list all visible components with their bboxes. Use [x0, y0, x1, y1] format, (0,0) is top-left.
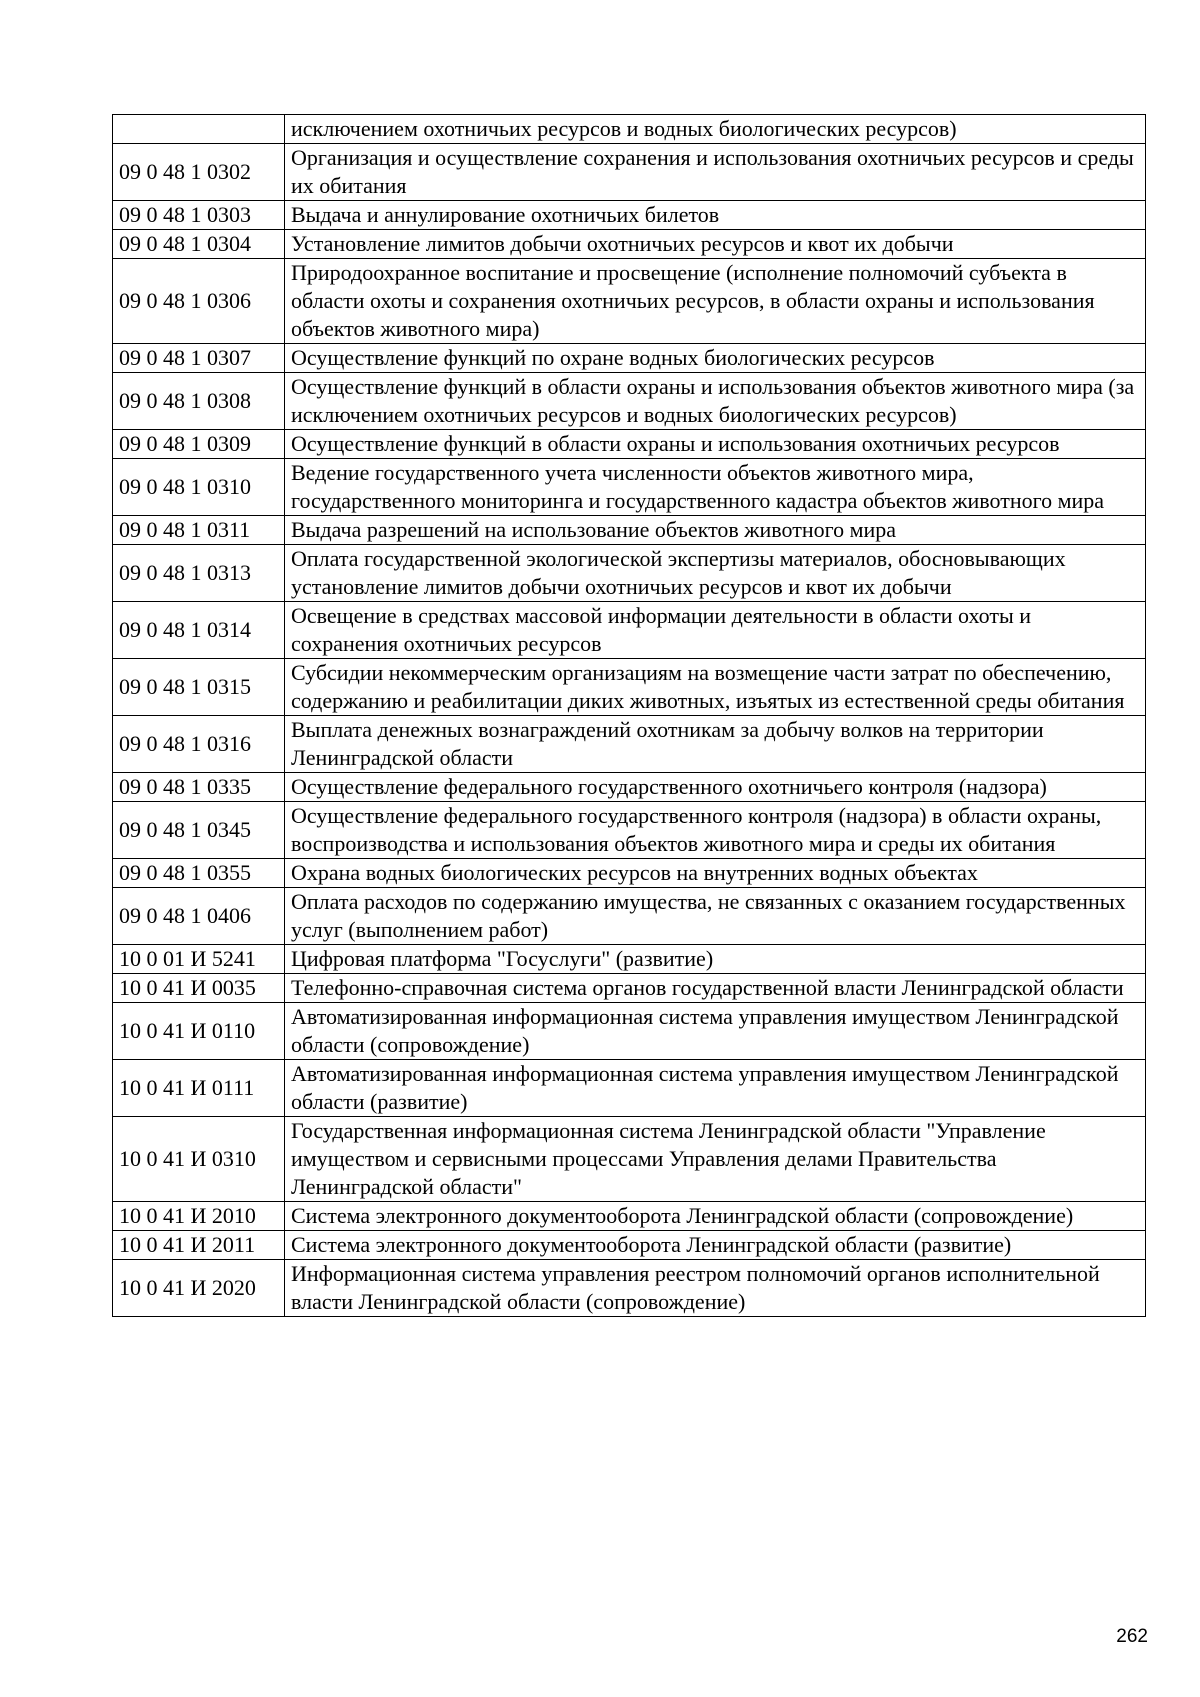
row-description-cell: Автоматизированная информационная система управления имуществом Ленинградской области (развитие) [285, 1060, 1146, 1117]
row-code-cell: 09 0 48 1 0335 [113, 773, 285, 802]
row-description-cell: Информационная система управления реестром полномочий органов исполнительной власти Ленинградской области (сопровождение) [285, 1260, 1146, 1317]
row-code-cell: 09 0 48 1 0309 [113, 430, 285, 459]
table-row [113, 802, 1146, 859]
row-code-cell: 09 0 48 1 0307 [113, 344, 285, 373]
row-code-cell: 10 0 01 И 5241 [113, 945, 285, 974]
row-description-cell: Выдача и аннулирование охотничьих билетов [285, 201, 1146, 230]
row-code-cell: 09 0 48 1 0304 [113, 230, 285, 259]
table-row [113, 773, 1146, 802]
row-code-cell: 09 0 48 1 0306 [113, 259, 285, 344]
row-description-cell: Выплата денежных вознаграждений охотникам за добычу волков на территории Ленинградской области [285, 716, 1146, 773]
row-code-cell: 10 0 41 И 2011 [113, 1231, 285, 1260]
row-description-cell: Государственная информационная система Ленинградской области "Управление имуществом и сервисными процессами Управления делами Правительства Ленинградской области" [285, 1117, 1146, 1202]
row-code-cell: 09 0 48 1 0316 [113, 716, 285, 773]
row-description-cell: Осуществление функций в области охраны и использования объектов животного мира (за исключением охотничьих ресурсов и водных биологических ресурсов) [285, 373, 1146, 430]
table-row [113, 859, 1146, 888]
row-description-cell: Система электронного документооборота Ленинградской области (сопровождение) [285, 1202, 1146, 1231]
row-description-cell: Осуществление федерального государственного охотничьего контроля (надзора) [285, 773, 1146, 802]
row-code-cell [113, 115, 285, 144]
row-description-cell: Ведение государственного учета численности объектов животного мира, государственного мониторинга и государственного кадастра объектов животного мира [285, 459, 1146, 516]
row-code-cell: 10 0 41 И 0035 [113, 974, 285, 1003]
row-code-cell: 09 0 48 1 0310 [113, 459, 285, 516]
row-description-cell: Осуществление функций в области охраны и использования охотничьих ресурсов [285, 430, 1146, 459]
row-description-cell: Телефонно-справочная система органов государственной власти Ленинградской области [285, 974, 1146, 1003]
table-row [113, 344, 1146, 373]
row-code-cell: 10 0 41 И 2010 [113, 1202, 285, 1231]
row-code-cell: 09 0 48 1 0311 [113, 516, 285, 545]
table-row [113, 602, 1146, 659]
row-code-cell: 09 0 48 1 0355 [113, 859, 285, 888]
row-description-cell: Освещение в средствах массовой информации деятельности в области охоты и сохранения охотничьих ресурсов [285, 602, 1146, 659]
row-description-cell: Осуществление федерального государственного контроля (надзора) в области охраны, воспроизводства и использования объектов животного мира и среды их обитания [285, 802, 1146, 859]
table-row [113, 430, 1146, 459]
row-description-cell: Субсидии некоммерческим организациям на возмещение части затрат по обеспечению, содержанию и реабилитации диких животных, изъятых из естественной среды обитания [285, 659, 1146, 716]
row-code-cell: 09 0 48 1 0406 [113, 888, 285, 945]
table-row [113, 716, 1146, 773]
table-row [113, 945, 1146, 974]
page-number: 262 [1116, 1626, 1148, 1647]
table-row [113, 1003, 1146, 1060]
table-row [113, 1060, 1146, 1117]
row-code-cell: 09 0 48 1 0302 [113, 144, 285, 201]
row-description-cell: Система электронного документооборота Ленинградской области (развитие) [285, 1231, 1146, 1260]
row-code-cell: 09 0 48 1 0308 [113, 373, 285, 430]
row-code-cell: 10 0 41 И 2020 [113, 1260, 285, 1317]
row-description-cell: Природоохранное воспитание и просвещение (исполнение полномочий субъекта в области охоты и сохранения охотничьих ресурсов, в области охраны и использования объектов животного мира) [285, 259, 1146, 344]
row-code-cell: 09 0 48 1 0315 [113, 659, 285, 716]
budget-codes-table [112, 114, 1146, 1317]
table-row [113, 659, 1146, 716]
table-body [113, 115, 1146, 1317]
row-description-cell: Охрана водных биологических ресурсов на внутренних водных объектах [285, 859, 1146, 888]
table-row [113, 259, 1146, 344]
table-row [113, 974, 1146, 1003]
row-description-cell: Цифровая платформа "Госуслуги" (развитие) [285, 945, 1146, 974]
table-row [113, 373, 1146, 430]
table-row [113, 115, 1146, 144]
row-code-cell: 10 0 41 И 0310 [113, 1117, 285, 1202]
table-row [113, 888, 1146, 945]
row-code-cell: 10 0 41 И 0110 [113, 1003, 285, 1060]
row-code-cell: 09 0 48 1 0345 [113, 802, 285, 859]
table-row [113, 516, 1146, 545]
row-code-cell: 10 0 41 И 0111 [113, 1060, 285, 1117]
row-description-cell: Организация и осуществление сохранения и использования охотничьих ресурсов и среды их обитания [285, 144, 1146, 201]
row-description-cell: Автоматизированная информационная система управления имуществом Ленинградской области (сопровождение) [285, 1003, 1146, 1060]
row-description-cell: Оплата государственной экологической экспертизы материалов, обосновывающих установление лимитов добычи охотничьих ресурсов и квот их добычи [285, 545, 1146, 602]
table-row [113, 1117, 1146, 1202]
row-code-cell: 09 0 48 1 0303 [113, 201, 285, 230]
table-row [113, 1260, 1146, 1317]
row-code-cell: 09 0 48 1 0313 [113, 545, 285, 602]
table-row [113, 201, 1146, 230]
table-row [113, 230, 1146, 259]
table-row [113, 545, 1146, 602]
row-description-cell: Осуществление функций по охране водных биологических ресурсов [285, 344, 1146, 373]
row-description-cell: Выдача разрешений на использование объектов животного мира [285, 516, 1146, 545]
table-row [113, 459, 1146, 516]
row-code-cell: 09 0 48 1 0314 [113, 602, 285, 659]
table-row [113, 1202, 1146, 1231]
table-row [113, 144, 1146, 201]
row-description-cell: Оплата расходов по содержанию имущества, не связанных с оказанием государственных услуг (выполнением работ) [285, 888, 1146, 945]
row-description-cell: Установление лимитов добычи охотничьих ресурсов и квот их добычи [285, 230, 1146, 259]
table-row [113, 1231, 1146, 1260]
row-description-cell: исключением охотничьих ресурсов и водных биологических ресурсов) [285, 115, 1146, 144]
